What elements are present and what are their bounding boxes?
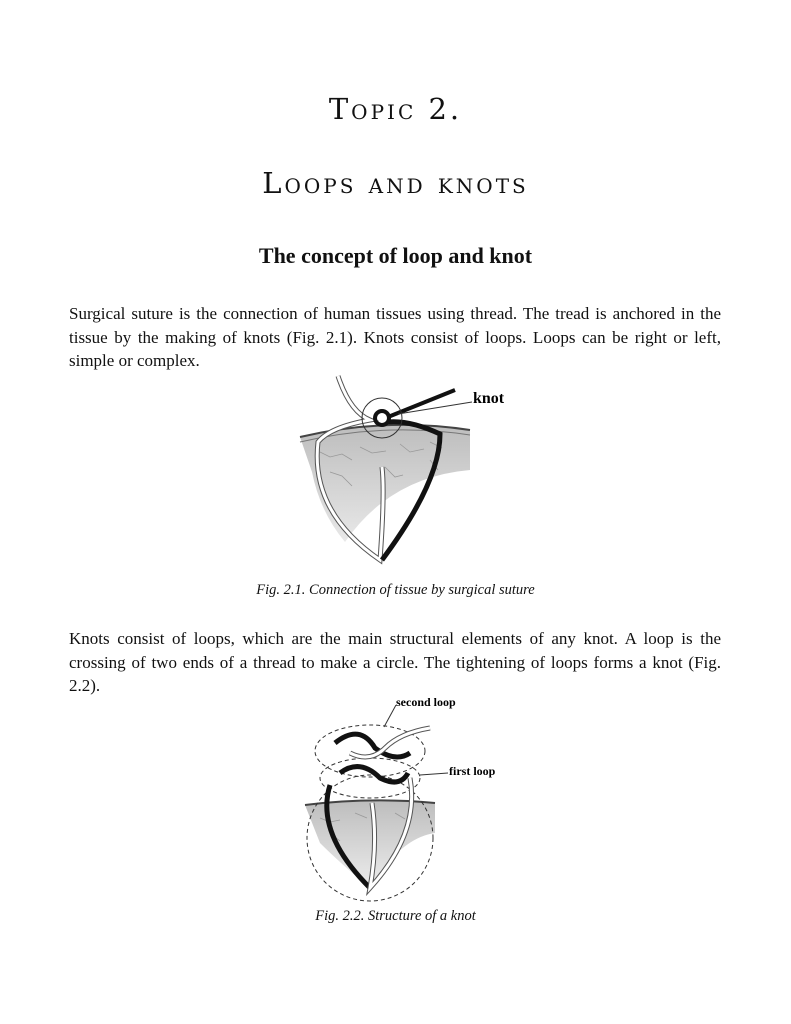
figure-suture-illustration bbox=[290, 372, 520, 572]
second-loop-label: second loop bbox=[396, 695, 456, 709]
paragraph-loops: Knots consist of loops, which are the main structural elements of any knot. A loop is the crossing of two ends of a thread to make a circle. The tightening of loops forms a knot (Fig. 2.2). bbox=[69, 629, 721, 695]
topic-title: Loops and knots bbox=[262, 166, 529, 200]
figure-caption: Fig. 2.1. Connection of tissue by surgical suture bbox=[256, 582, 535, 598]
topic-number: Topic 2. bbox=[328, 92, 463, 126]
first-loop-label: first loop bbox=[449, 764, 496, 778]
paragraph-suture-intro: Surgical suture is the connection of human tissues using thread. The tread is anchored in the tissue by the making of knots (Fig. 2.1). Knots consist of loops. Loops can be right or left, simple or complex. bbox=[69, 304, 721, 370]
section-title: The concept of loop and knot bbox=[258, 243, 533, 268]
figure-caption: Fig. 2.2. Structure of a knot bbox=[315, 908, 476, 924]
knot-label: knot bbox=[473, 390, 505, 407]
figure-knot-structure bbox=[300, 693, 510, 903]
